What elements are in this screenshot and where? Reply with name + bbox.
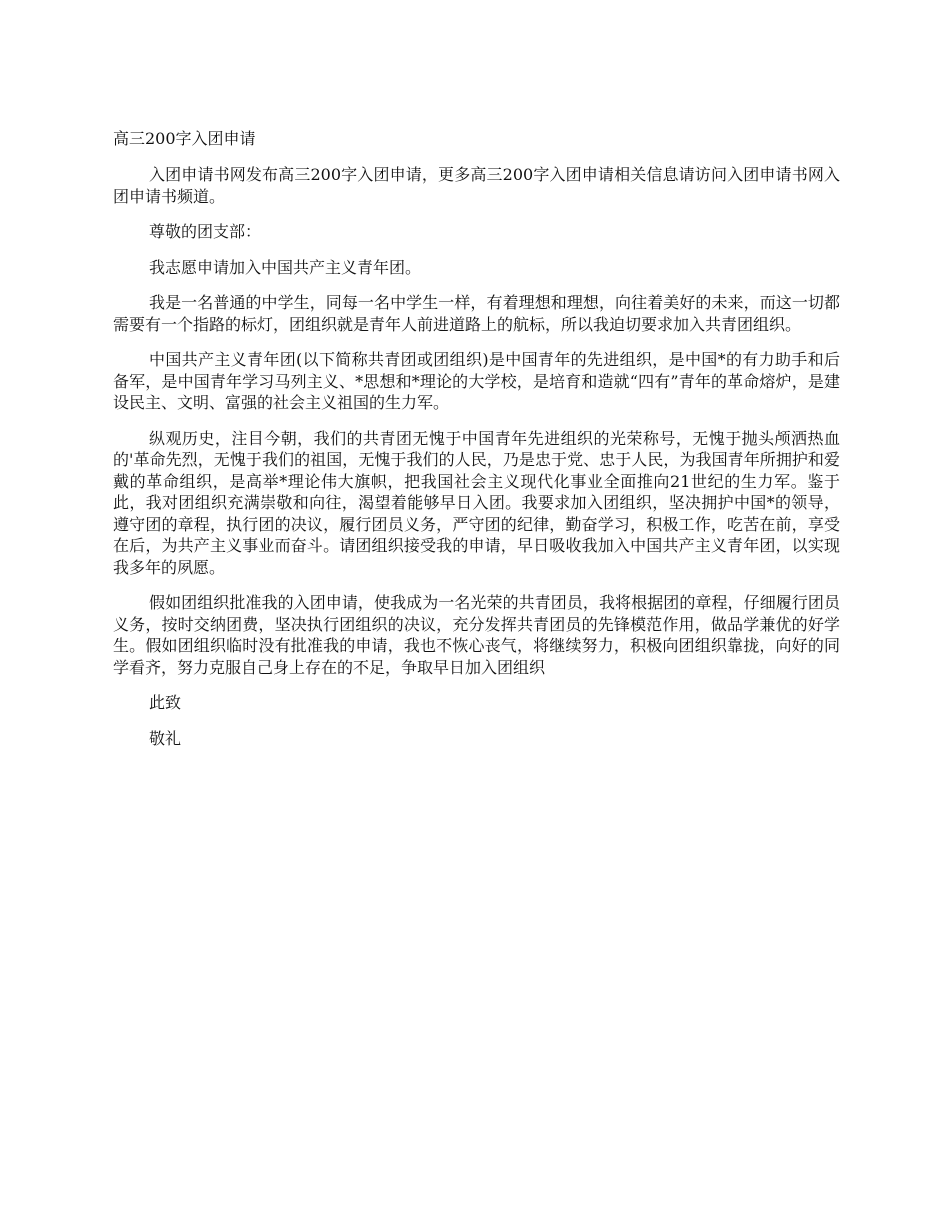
paragraph-statement: 我志愿申请加入中国共产主义青年团。 (149, 257, 422, 277)
document-page (113, 128, 840, 763)
paragraph-closing-1: 此致 (149, 693, 182, 712)
paragraph-intro: 入团申请书网发布高三200字入团申请，更多高三200字入团申请相关信息请访问入团申请书网入团申请书频道。 (113, 165, 840, 206)
document-title: 高三200字入团申请 (113, 129, 256, 148)
paragraph-closing-2: 敬礼 (149, 728, 182, 748)
paragraph-body-3: 纵观历史，注目今朝，我们的共青团无愧于中国青年先进组织的光荣称号，无愧于抛头颅洒热血的'革命先烈，无愧于我们的祖国，无愧于我们的人民，乃是忠于党、忠于人民，为我国青年所拥护和爱戴的革命组织，是高举*理论伟大旗帜，把我国社会主义现代化事业全面推向21世纪的生力军。鉴于此，我对团组织充满崇敬和向往，渴望着能够早日入团。我要求加入团组织，坚决拥护中国*的领导，遵守团的章程，执行团的决议，履行团员义务，严守团的纪律，勤奋学习，积极工作，吃苦在前，享受在后，为共产主义事业而奋斗。请团组织接受我的申请，早日吸收我加入中国共产主义青年团，以实现我多年的夙愿。 (113, 428, 840, 577)
paragraph-salutation: 尊敬的团支部： (149, 222, 262, 241)
paragraph-body-1: 我是一名普通的中学生，同每一名中学生一样，有着理想和理想，向往着美好的未来，而这一切都需要有一个指路的标灯，团组织就是青年人前进道路上的航标，所以我迫切要求加入共青团组织。 (113, 293, 840, 334)
paragraph-body-4: 假如团组织批准我的入团申请，使我成为一名光荣的共青团员，我将根据团的章程，仔细履行团员义务，按时交纳团费，坚决执行团组织的决议，充分发挥共青团员的先锋模范作用，做品学兼优的好学生。假如团组织临时没有批准我的申请，我也不恢心丧气，将继续努力，积极向团组织靠拢，向好的同学看齐，努力克服自己身上存在的不足，争取早日加入团组织 (113, 593, 840, 677)
paragraph-body-2: 中国共产主义青年团(以下简称共青团或团组织)是中国青年的先进组织，是中国*的有力助手和后备军，是中国青年学习马列主义、*思想和*理论的大学校，是培育和造就“四有”青年的革命熔炉，是建设民主、文明、富强的社会主义祖国的生力军。 (113, 350, 840, 412)
